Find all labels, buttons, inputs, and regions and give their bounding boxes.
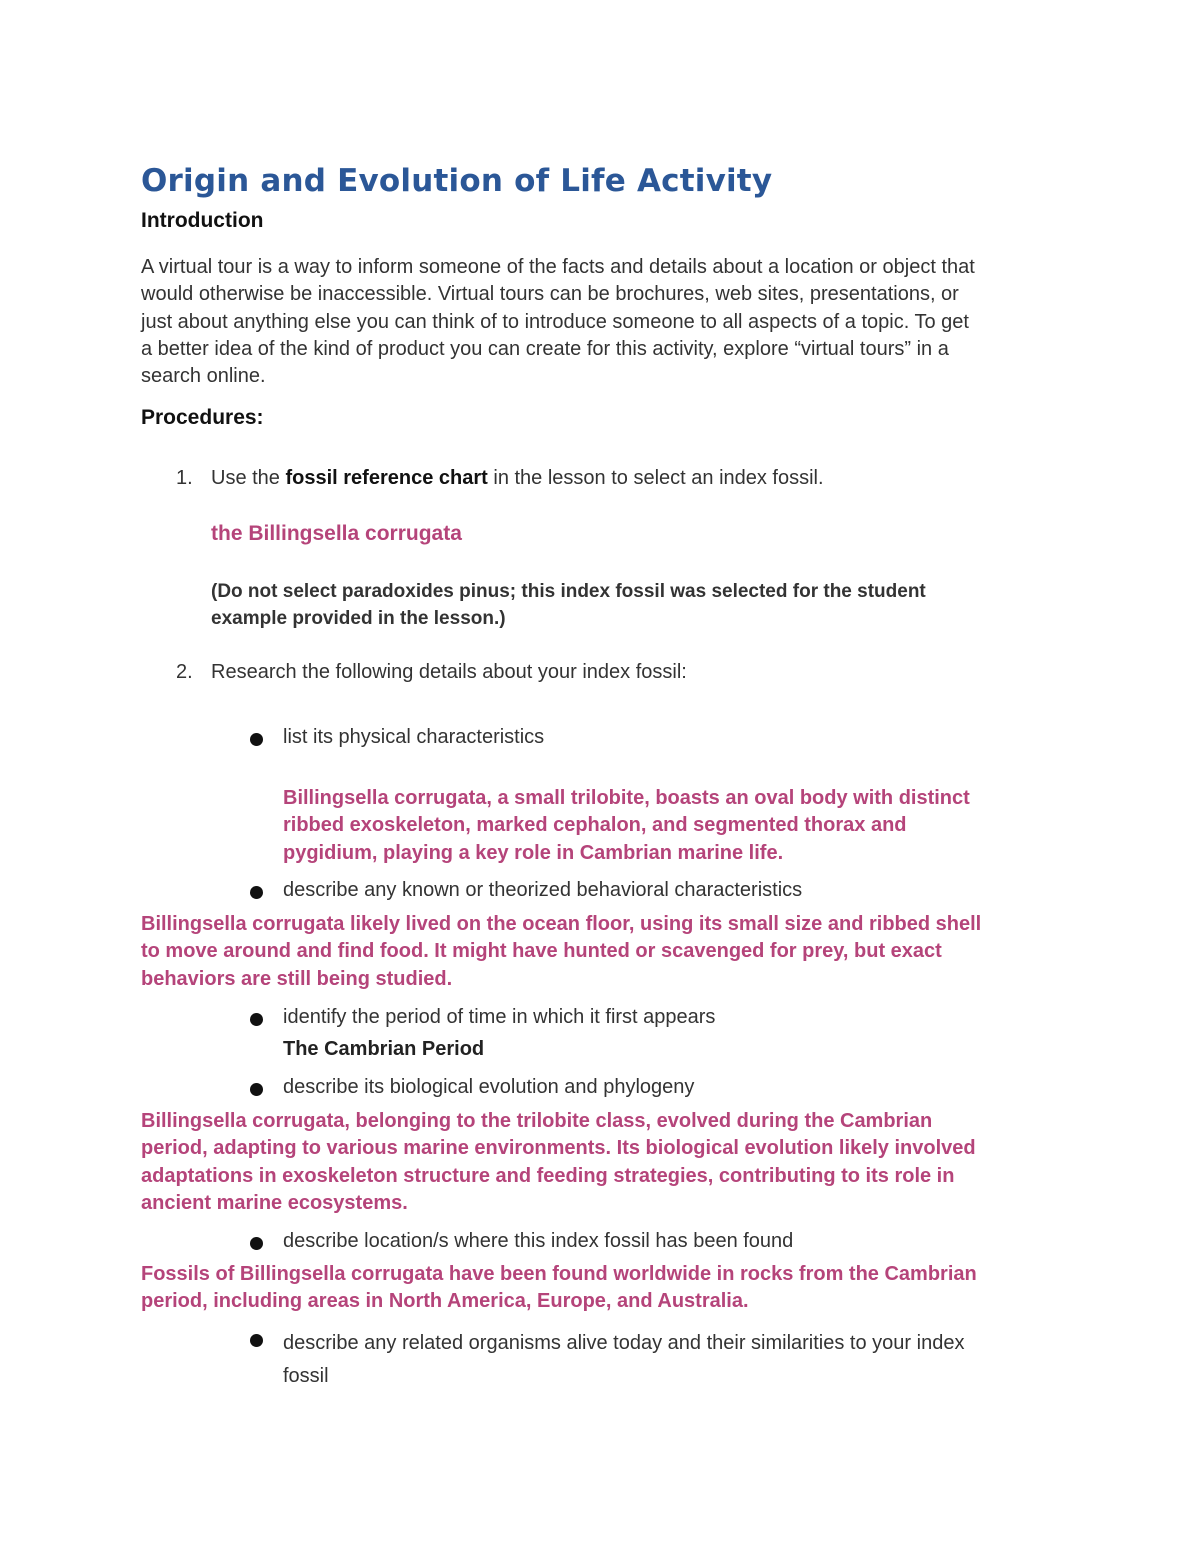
answer-line: period, including areas in North America, Europe, and Australia. — [141, 1290, 749, 1313]
answer-line: behaviors are still being studied. — [141, 967, 453, 990]
intro-line: a better idea of the kind of product you can create for this activity, explore “virtual tours” in a — [141, 337, 949, 360]
intro-line: search online. — [141, 365, 266, 388]
intro-line: A virtual tour is a way to inform someone of the facts and details about a location or object that — [141, 256, 975, 278]
bullet-answer — [283, 785, 970, 867]
answer-line: adaptations in exoskeleton structure and feeding strategies, contributing to its role in — [141, 1164, 955, 1187]
bullet-label: describe its biological evolution and phylogeny — [283, 1076, 695, 1098]
answer-line: Billingsella corrugata, a small trilobite, boasts an oval body with distinct — [283, 787, 970, 809]
step-number: 1. — [176, 467, 193, 489]
intro-line: just about anything else you can think of to introduce someone to all aspects of a topic. To get — [141, 310, 969, 333]
procedures-heading: Procedures: — [141, 406, 264, 429]
bullet-label: list its physical characteristics — [283, 726, 545, 748]
answer-line: to move around and find food. It might have hunted or scavenged for prey, but exact — [141, 940, 942, 963]
step1-text-bold: fossil reference chart — [285, 467, 488, 489]
note-line: example provided in the lesson.) — [211, 608, 506, 629]
step1-text-before: Use the — [211, 467, 286, 489]
introduction-heading: Introduction — [141, 209, 264, 232]
bullet-answer — [141, 1261, 977, 1316]
bullet-answer — [141, 911, 981, 993]
intro-line: would otherwise be inaccessible. Virtual tours can be brochures, web sites, presentations, or — [141, 283, 959, 306]
bullet-icon — [250, 1013, 263, 1026]
bullet-icon — [250, 1083, 263, 1096]
bullet-label-line: fossil — [283, 1365, 329, 1387]
bullet-icon — [250, 1334, 263, 1347]
answer-line: pygidium, playing a key role in Cambrian marine life. — [283, 841, 784, 864]
bullet-answer — [141, 1108, 976, 1217]
step-number: 2. — [176, 661, 193, 683]
answer-line: ribbed exoskeleton, marked cephalon, and segmented thorax and — [283, 814, 907, 837]
bullet-label: identify the period of time in which it first appears — [283, 1006, 716, 1028]
answer-line: Fossils of Billingsella corrugata have been found worldwide in rocks from the Cambrian — [141, 1263, 977, 1285]
bullet-answer: The Cambrian Period — [283, 1038, 485, 1060]
introduction-paragraph — [141, 254, 1071, 390]
step1-answer: the Billingsella corrugata — [211, 522, 462, 545]
step2-instruction: Research the following details about your index fossil: — [211, 661, 687, 683]
answer-line: Billingsella corrugata likely lived on the ocean floor, using its small size and ribbed shell — [141, 913, 982, 935]
bullet-label: describe any known or theorized behavioral characteristics — [283, 879, 803, 901]
bullet-icon — [250, 886, 263, 899]
answer-line: period, adapting to various marine environments. Its biological evolution likely involved — [141, 1137, 976, 1160]
step1-note — [211, 578, 926, 632]
document-title: Origin and Evolution of Life Activity — [141, 163, 773, 199]
note-line: (Do not select paradoxides pinus; this index fossil was selected for the student — [211, 581, 926, 602]
answer-line: ancient marine ecosystems. — [141, 1191, 408, 1214]
bullet-icon — [250, 733, 263, 746]
bullet-label: describe location/s where this index fossil has been found — [283, 1230, 794, 1252]
bullet-label — [283, 1327, 964, 1393]
answer-line: Billingsella corrugata, belonging to the trilobite class, evolved during the Cambrian — [141, 1110, 933, 1132]
step1-text-after: in the lesson to select an index fossil. — [487, 467, 824, 489]
step1-instruction — [211, 467, 824, 490]
bullet-icon — [250, 1237, 263, 1250]
bullet-label-line: describe any related organisms alive today and their similarities to your index — [283, 1332, 965, 1354]
